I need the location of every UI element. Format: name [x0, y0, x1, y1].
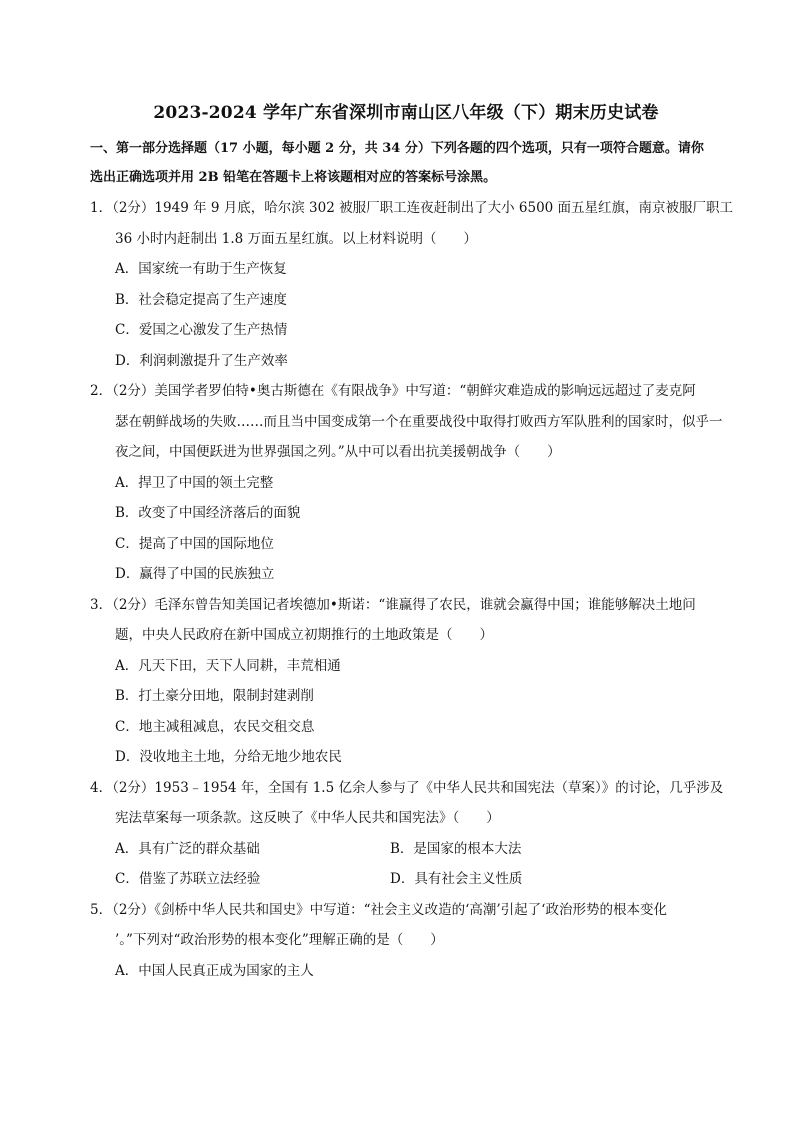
question-stem-line: 瑟在朝鲜战场的失败……而且当中国变成第一个在重要战役中取得打败西方军队胜利的国家时，似乎一	[115, 413, 723, 430]
question-stem-line: 1．（2分）1949 年 9 月底，哈尔滨 302 被服厂职工连夜赶制出了大小 6500 面五星红旗，南京被服厂职工	[90, 200, 734, 216]
option-d[interactable]: D．利润刺激提升了生产效率	[115, 352, 288, 369]
question-stem-line: 2．（2分）美国学者罗伯特•奥古斯德在《有限战争》中写道：“朝鲜灾难造成的影响远远超过了麦克阿	[90, 383, 696, 399]
question-stem-line: 夜之间，中国便跃进为世界强国之列。”从中可以看出抗美援朝战争（ ）	[115, 444, 561, 460]
section-heading	[90, 134, 722, 192]
question-stem	[90, 193, 734, 254]
question-3	[90, 590, 722, 773]
option-a[interactable]: A．国家统一有助于生产恢复	[115, 261, 287, 277]
question-stem-line: 宪法草案每一项条款。这反映了《中华人民共和国宪法》（ ）	[115, 810, 500, 826]
option-c[interactable]: C．借鉴了苏联立法经验	[115, 871, 261, 887]
option-c[interactable]: C．提高了中国的国际地位	[115, 535, 274, 552]
question-stem	[90, 590, 722, 651]
option-b[interactable]: B．是国家的根本大法	[390, 840, 522, 857]
question-stem-line: 3．（2分）毛泽东曾告知美国记者埃德加•斯诺：“谁赢得了农民，谁就会赢得中国；谁能够解决土地问	[90, 596, 696, 613]
option-c[interactable]: C．地主减租减息，农民交租交息	[115, 718, 315, 735]
option-d[interactable]: D．赢得了中国的民族独立	[115, 566, 275, 582]
question-stem	[90, 895, 722, 956]
question-stem-line: 题，中央人民政府在新中国成立初期推行的土地政策是（ ）	[115, 627, 493, 643]
option-a[interactable]: A．具有广泛的群众基础	[115, 840, 260, 857]
question-stem	[90, 773, 722, 834]
question-stem-line: ’。”下列对“政治形势的根本变化”理解正确的是（ ）	[115, 932, 444, 948]
question-stem	[90, 376, 722, 468]
question-stem-line: 36 小时内赶制出 1.8 万面五星红旗。以上材料说明（ ）	[115, 230, 478, 247]
option-row	[90, 864, 722, 895]
question-5	[90, 895, 722, 987]
option-d[interactable]: D．具有社会主义性质	[390, 871, 523, 887]
option-b[interactable]: B．改变了中国经济落后的面貌	[115, 505, 301, 521]
option-a[interactable]: A．中国人民真正成为国家的主人	[115, 962, 314, 979]
option-a[interactable]: A．捍卫了中国的领土完整	[115, 474, 274, 491]
question-stem-line: 5．（2分）《剑桥中华人民共和国史》中写道：“社会主义改造的‘高潮’引起了‘政治形势的根本变化	[90, 901, 667, 918]
question-stem-line: 4．（2分）1953﹣1954 年，全国有 1.5 亿余人参与了《中华人民共和国宪法（草案）》的讨论，几乎涉及	[90, 779, 724, 796]
section-heading-line: 一、第一部分选择题（17 小题，每小题 2 分，共 34 分）下列各题的四个选项，只有一项符合题意。请你	[90, 141, 704, 156]
option-b[interactable]: B．社会稳定提高了生产速度	[115, 291, 287, 308]
option-row	[90, 834, 722, 865]
option-d[interactable]: D．没收地主土地，分给无地少地农民	[115, 749, 342, 765]
question-2	[90, 376, 722, 590]
exam-title: 2023-2024 学年广东省深圳市南山区八年级（下）期末历史试卷	[153, 103, 659, 123]
section-heading-line: 选出正确选项并用 2B 铅笔在答题卡上将该题相对应的答案标号涂黑。	[90, 170, 497, 185]
option-c[interactable]: C．爱国之心激发了生产热情	[115, 322, 288, 338]
question-1	[90, 193, 734, 376]
option-a[interactable]: A．凡天下田，天下人同耕，丰荒相通	[115, 657, 341, 674]
option-b[interactable]: B．打土豪分田地，限制封建剥削	[115, 688, 314, 704]
question-4	[90, 773, 722, 895]
